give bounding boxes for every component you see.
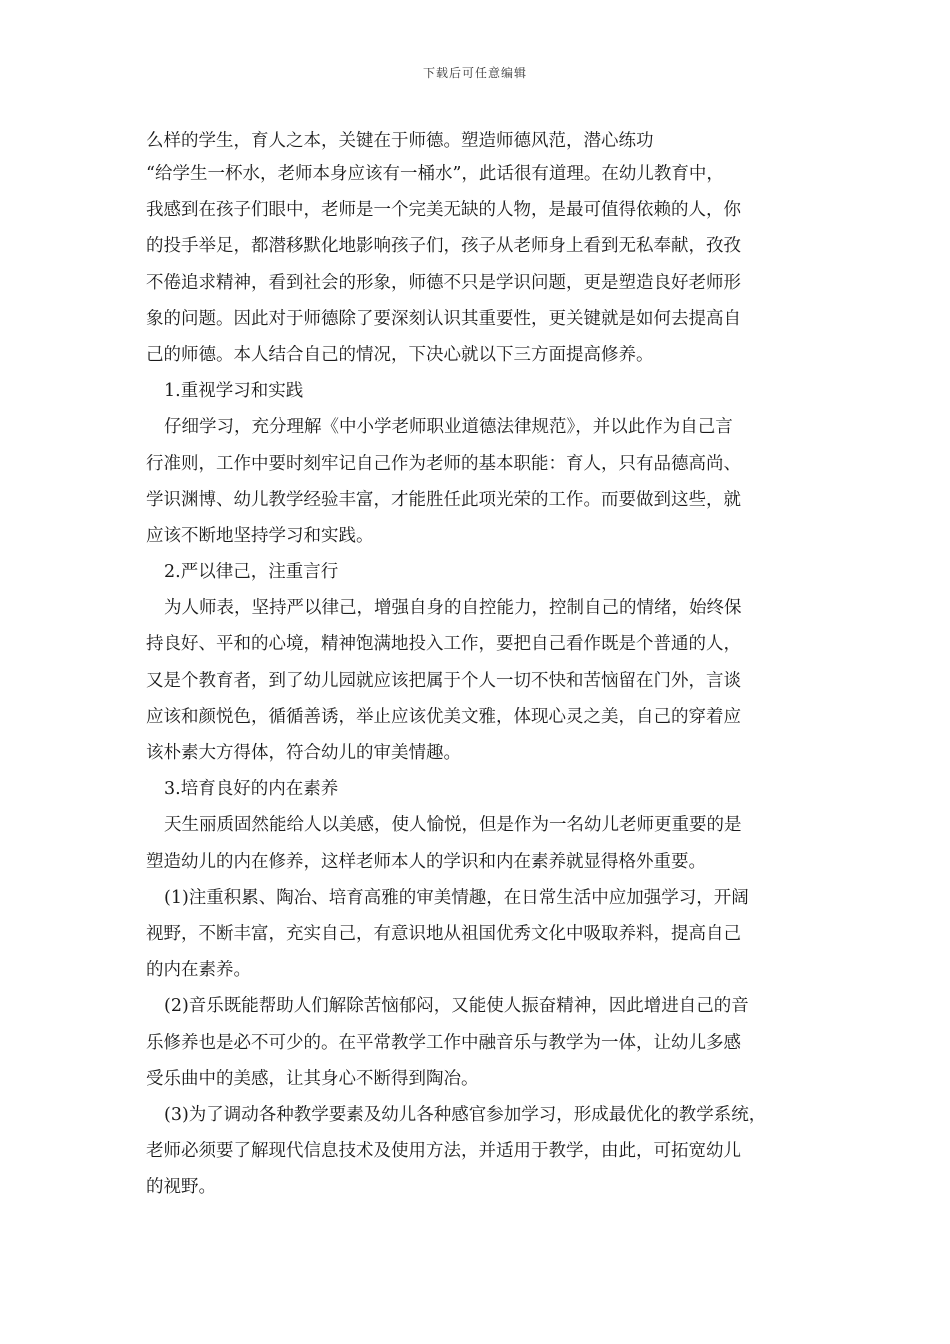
paragraph-line: (2)音乐既能帮助人们解除苦恼郁闷，又能使人振奋精神，因此增进自己的音 — [164, 996, 749, 1017]
paragraph-line: 老师必须要了解现代信息技术及使用方法，并适用于教学，由此，可拓宽幼儿 — [146, 1141, 741, 1162]
document-body — [146, 126, 806, 1205]
paragraph-line: (1)注重积累、陶冶、培育高雅的审美情趣，在日常生活中应加强学习，开阔 — [164, 887, 749, 908]
section-heading: 3.培育良好的内在素养 — [164, 779, 339, 800]
paragraph-line: 持良好、平和的心境，精神饱满地投入工作，要把自己看作既是个普通的人， — [146, 634, 741, 655]
paragraph-line: 不倦追求精神，看到社会的形象，师德不只是学识问题，更是塑造良好老师形 — [146, 272, 741, 293]
paragraph-line: 么样的学生，育人之本，关键在于师德。塑造师德风范，潜心练功 — [146, 131, 654, 151]
paragraph-line: (3)为了调动各种教学要素及幼儿各种感官参加学习，形成最优化的教学系统， — [164, 1104, 767, 1125]
paragraph-line: 的内在素养。 — [146, 960, 251, 981]
paragraph-line: 我感到在孩子们眼中，老师是一个完美无缺的人物，是最可值得依赖的人，你 — [146, 200, 741, 221]
paragraph-line: 天生丽质固然能给人以美感，使人愉悦，但是作为一名幼儿老师更重要的是 — [164, 815, 742, 836]
paragraph-line: 该朴素大方得体，符合幼儿的审美情趣。 — [146, 743, 461, 763]
paragraph-line: 学识渊博、幼儿教学经验丰富，才能胜任此项光荣的工作。而要做到这些，就 — [146, 489, 741, 510]
paragraph-line: 视野，不断丰富，充实自己，有意识地从祖国优秀文化中吸取养料，提高自己 — [146, 923, 741, 944]
paragraph-line: 应该不断地坚持学习和实践。 — [146, 525, 374, 546]
paragraph-line: “给学生一杯水，老师本身应该有一桶水”，此话很有道理。在幼儿教育中， — [146, 164, 724, 184]
section-heading: 2.严以律己，注重言行 — [164, 562, 339, 583]
paragraph-line: 塑造幼儿的内在修养，这样老师本人的学识和内在素养就显得格外重要。 — [146, 851, 706, 872]
section-heading: 1.重视学习和实践 — [164, 381, 304, 402]
paragraph-line: 又是个教育者，到了幼儿园就应该把属于个人一切不快和苦恼留在门外，言谈 — [146, 670, 741, 691]
paragraph-line: 乐修养也是必不可少的。在平常教学工作中融音乐与教学为一体，让幼儿多感 — [146, 1032, 741, 1053]
paragraph-line: 受乐曲中的美感，让其身心不断得到陶冶。 — [146, 1068, 479, 1089]
paragraph-line: 行准则，工作中要时刻牢记自己作为老师的基本职能：育人，只有品德高尚、 — [146, 453, 741, 474]
paragraph-line: 象的问题。因此对于师德除了要深刻认识其重要性，更关键就是如何去提高自 — [146, 308, 741, 329]
paragraph-line: 应该和颜悦色，循循善诱，举止应该优美文雅，体现心灵之美，自己的穿着应 — [146, 706, 741, 727]
page-header: 下载后可任意编辑 — [422, 66, 527, 80]
paragraph-line: 的视野。 — [146, 1177, 216, 1198]
paragraph-line: 为人师表，坚持严以律己，增强自身的自控能力，控制自己的情绪，始终保 — [164, 598, 742, 619]
paragraph-line: 的投手举足，都潜移默化地影响孩子们，孩子从老师身上看到无私奉献，孜孜 — [146, 236, 741, 257]
paragraph-line: 己的师德。本人结合自己的情况，下决心就以下三方面提高修养。 — [146, 344, 654, 365]
paragraph-line: 仔细学习，充分理解《中小学老师职业道德法律规范》，并以此作为自己言 — [164, 417, 733, 438]
